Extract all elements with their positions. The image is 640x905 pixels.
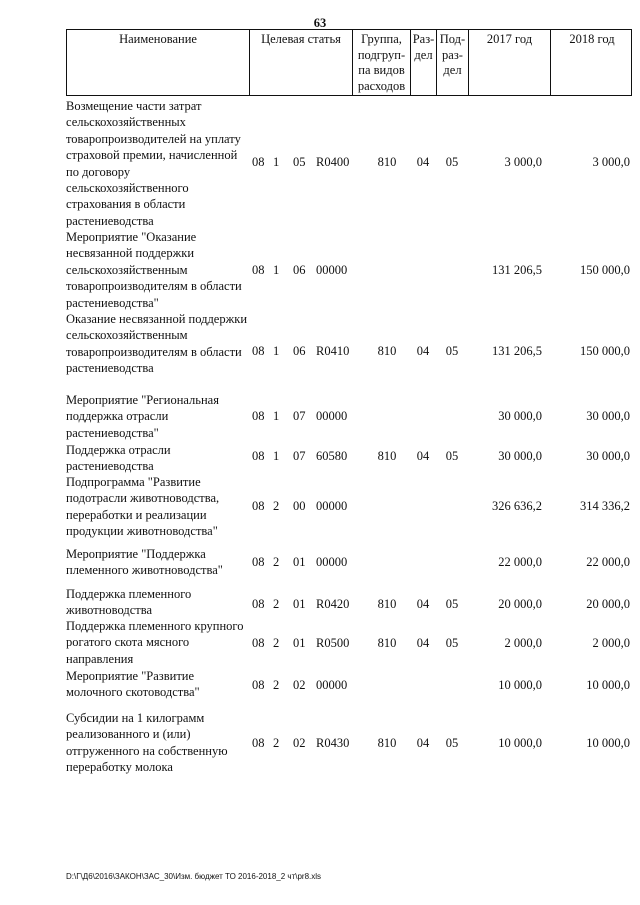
razdel: 04 <box>416 155 430 169</box>
code-part-4: 00000 <box>316 263 348 277</box>
code-part-3: 06 <box>293 263 306 277</box>
row-name: Поддержка отрасли растениеводства <box>66 443 171 474</box>
value-2017: 20 000,0 <box>498 597 542 611</box>
row-name: Поддержка племенного крупного рогатого скота мясного направления <box>66 619 244 666</box>
header-group: Группа, подгруп- па видов расходов <box>353 30 411 95</box>
row-name: Поддержка племенного животноводства <box>66 587 192 618</box>
header-2018: 2018 год <box>569 32 615 46</box>
code-part-3: 07 <box>293 409 306 423</box>
value-2017: 131 206,5 <box>492 263 542 277</box>
expense-group: 810 <box>377 597 397 611</box>
row-name: Мероприятие "Региональная поддержка отрасли растениеводства" <box>66 393 219 440</box>
razdel: 04 <box>416 449 430 463</box>
code-part-2: 2 <box>273 597 280 611</box>
code-part-3: 01 <box>293 555 306 569</box>
value-2017: 30 000,0 <box>498 449 542 463</box>
row-name: Возмещение части затрат сельскохозяйственных товаропроизводителей на уплату страховой премии, начисленной по договору сельскохозяйственного страхования в области растениеводства <box>66 99 241 228</box>
value-2018: 2 000,0 <box>592 636 630 650</box>
expense-group: 810 <box>377 736 397 750</box>
expense-group: 810 <box>377 449 397 463</box>
code-part-1: 08 <box>252 263 265 277</box>
code-part-3: 07 <box>293 449 306 463</box>
value-2018: 30 000,0 <box>586 409 630 423</box>
row-name: Мероприятие "Развитие молочного скотоводства" <box>66 669 200 700</box>
file-path-footer: D:\Г\Д6\2016\ЗАКОН\ЗАС_30\Изм. бюджет ТО 2016-2018_2 чт\pr8.xls <box>66 872 322 881</box>
value-2017: 22 000,0 <box>498 555 542 569</box>
value-2017: 326 636,2 <box>492 499 542 513</box>
row-name: Мероприятие "Поддержка племенного животноводства" <box>66 547 223 578</box>
value-2018: 10 000,0 <box>586 678 630 692</box>
code-part-1: 08 <box>252 449 265 463</box>
code-part-1: 08 <box>252 636 265 650</box>
code-part-4: R0400 <box>316 155 350 169</box>
code-part-2: 1 <box>273 409 280 423</box>
code-part-3: 05 <box>293 155 306 169</box>
code-part-2: 1 <box>273 263 280 277</box>
row-name: Подпрограмма "Развитие подотрасли животноводства, переработки и реализации продукции животноводства" <box>66 475 220 539</box>
expense-group: 810 <box>377 155 397 169</box>
podrazdel: 05 <box>445 449 459 463</box>
razdel: 04 <box>416 736 430 750</box>
value-2018: 150 000,0 <box>580 263 630 277</box>
code-part-3: 01 <box>293 636 306 650</box>
row-name: Мероприятие "Оказание несвязанной поддержки сельскохозяйственным товаропроизводителям в области растениеводства" <box>66 230 242 310</box>
code-part-3: 01 <box>293 597 306 611</box>
code-part-1: 08 <box>252 499 265 513</box>
code-part-1: 08 <box>252 678 265 692</box>
code-part-2: 2 <box>273 736 280 750</box>
podrazdel: 05 <box>445 597 459 611</box>
header-name: Наименование <box>67 30 250 95</box>
value-2017: 3 000,0 <box>504 155 542 169</box>
page-number: 63 <box>313 16 327 30</box>
value-2017: 30 000,0 <box>498 409 542 423</box>
code-part-1: 08 <box>252 409 265 423</box>
code-part-4: 00000 <box>316 678 348 692</box>
razdel: 04 <box>416 636 430 650</box>
expense-group: 810 <box>377 344 397 358</box>
value-2017: 2 000,0 <box>504 636 542 650</box>
value-2018: 30 000,0 <box>586 449 630 463</box>
row-name: Субсидии на 1 килограмм реализованного и (или) отгруженного на собственную переработку молока <box>66 711 228 775</box>
code-part-3: 06 <box>293 344 306 358</box>
header-2017: 2017 год <box>469 30 551 95</box>
code-part-2: 1 <box>273 155 280 169</box>
code-part-4: 60580 <box>316 449 348 463</box>
code-part-2: 2 <box>273 555 280 569</box>
code-part-2: 2 <box>273 636 280 650</box>
code-part-1: 08 <box>252 344 265 358</box>
table-header <box>66 29 632 96</box>
value-2018: 20 000,0 <box>586 597 630 611</box>
code-part-4: R0420 <box>316 597 350 611</box>
expense-group: 810 <box>377 636 397 650</box>
code-part-2: 1 <box>273 449 280 463</box>
header-razdel: Раз- дел <box>411 30 437 95</box>
code-part-1: 08 <box>252 155 265 169</box>
value-2017: 10 000,0 <box>498 678 542 692</box>
razdel: 04 <box>416 344 430 358</box>
code-part-4: 00000 <box>316 409 348 423</box>
value-2017: 10 000,0 <box>498 736 542 750</box>
code-part-2: 1 <box>273 344 280 358</box>
code-part-2: 2 <box>273 678 280 692</box>
code-part-3: 02 <box>293 678 306 692</box>
code-part-4: R0430 <box>316 736 350 750</box>
code-part-4: 00000 <box>316 499 348 513</box>
razdel: 04 <box>416 597 430 611</box>
code-part-1: 08 <box>252 736 265 750</box>
podrazdel: 05 <box>445 344 459 358</box>
code-part-3: 02 <box>293 736 306 750</box>
value-2018: 150 000,0 <box>580 344 630 358</box>
code-part-1: 08 <box>252 597 265 611</box>
podrazdel: 05 <box>445 636 459 650</box>
code-part-4: R0500 <box>316 636 350 650</box>
header-podrazdel: Под- раз- дел <box>437 30 469 95</box>
code-part-3: 00 <box>293 499 306 513</box>
value-2018: 3 000,0 <box>592 155 630 169</box>
code-part-1: 08 <box>252 555 265 569</box>
value-2018: 314 336,2 <box>580 499 630 513</box>
row-name: Оказание несвязанной поддержки сельскохозяйственным товаропроизводителям в области растениеводства <box>66 312 248 376</box>
value-2018: 22 000,0 <box>586 555 630 569</box>
code-part-2: 2 <box>273 499 280 513</box>
podrazdel: 05 <box>445 736 459 750</box>
header-target: Целевая статья <box>250 30 353 95</box>
value-2018: 10 000,0 <box>586 736 630 750</box>
podrazdel: 05 <box>445 155 459 169</box>
value-2017: 131 206,5 <box>492 344 542 358</box>
code-part-4: 00000 <box>316 555 348 569</box>
code-part-4: R0410 <box>316 344 350 358</box>
